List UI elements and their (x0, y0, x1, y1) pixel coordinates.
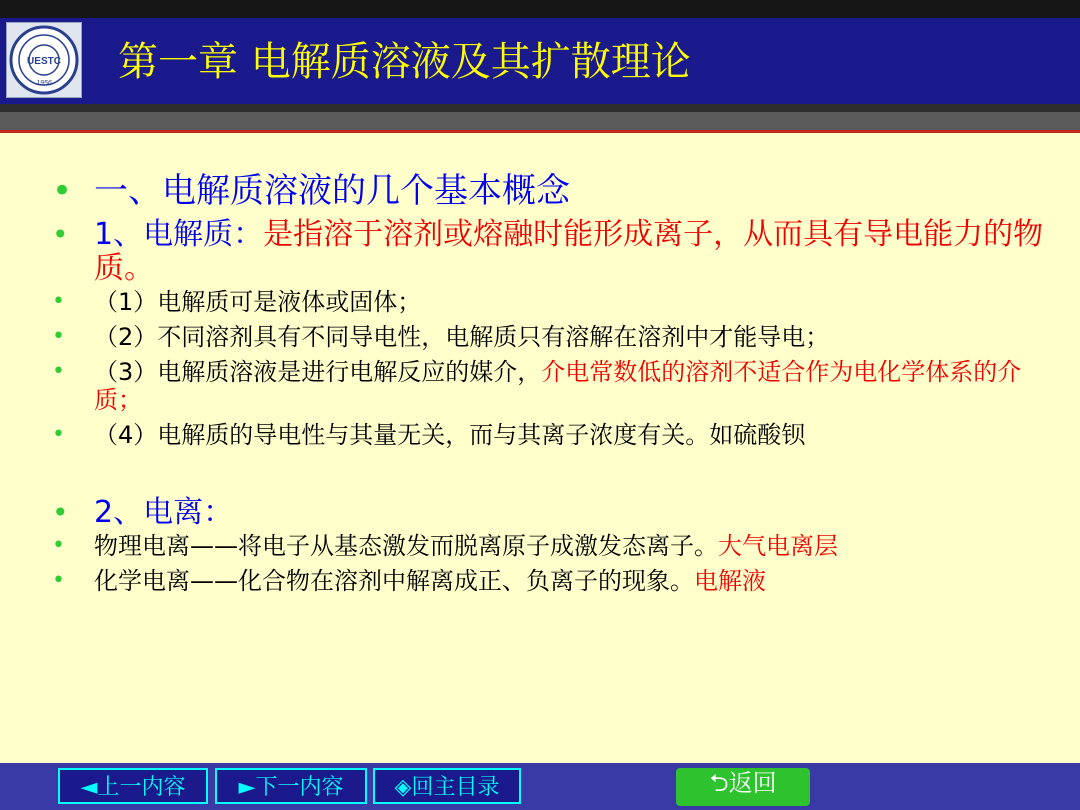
definition-label: 2、电离： (94, 495, 234, 530)
list-item (52, 288, 1062, 316)
bullet-icon: • (52, 171, 73, 211)
back-button[interactable]: ⮌返回 (676, 768, 810, 806)
bullet-icon: • (52, 496, 69, 529)
bullet-icon: • (52, 324, 65, 349)
list-item (52, 323, 1062, 351)
svg-text:UESTC: UESTC (27, 56, 61, 67)
point-text: （4）电解质的导电性与其量无关，而与其离子浓度有关。如硫酸钡 (94, 421, 806, 449)
red-divider (0, 130, 1080, 133)
point-text: （2）不同溶剂具有不同导电性，电解质只有溶解在溶剂中才能导电； (94, 323, 830, 351)
list-item (52, 532, 1062, 560)
list-item (52, 168, 1062, 214)
list-item (52, 421, 1062, 449)
header-divider-dark (0, 104, 1080, 112)
list-item (52, 567, 1062, 595)
bullet-icon: • (52, 568, 65, 593)
bullet-icon: • (52, 218, 69, 251)
section-heading: 一、电解质溶液的几个基本概念 (94, 171, 570, 211)
point-highlight: 大气电离层 (718, 532, 838, 560)
definition-text: 是指溶于溶剂或熔融时能形成离子，从而具有导电能力的物质。 (94, 217, 1044, 286)
bullet-icon: • (52, 359, 65, 384)
point-text: 化学电离——化合物在溶剂中解离成正、负离子的现象。 (94, 567, 694, 595)
bullet-icon: • (52, 533, 65, 558)
point-text: （3）电解质溶液是进行电解反应的媒介， (94, 358, 542, 386)
main-menu-button[interactable]: ◈回主目录 (373, 768, 521, 804)
list-item (52, 496, 1062, 530)
svg-text:1956: 1956 (36, 80, 52, 87)
definition-label: 1、电解质： (94, 217, 264, 252)
page-title: 第一章 电解质溶液及其扩散理论 (118, 39, 691, 85)
point-text: （1）电解质可是液体或固体； (94, 288, 422, 316)
point-highlight: 电解液 (694, 567, 766, 595)
point-text: 物理电离——将电子从基态激发而脱离原子成激发态离子。 (94, 532, 718, 560)
list-item (52, 358, 1062, 414)
university-logo (6, 22, 82, 98)
bullet-icon: • (52, 289, 65, 314)
spacer (52, 456, 1062, 496)
top-border (0, 0, 1080, 18)
bullet-icon: • (52, 422, 65, 447)
point-highlight: 介电常数低的溶剂不适合作为电化学体系的介质； (94, 358, 1022, 414)
slide-header (0, 18, 1080, 104)
next-content-button[interactable]: ►下一内容 (215, 768, 367, 804)
prev-content-button[interactable]: ◄上一内容 (58, 768, 208, 804)
list-item (52, 218, 1062, 286)
slide-content (52, 168, 1062, 602)
